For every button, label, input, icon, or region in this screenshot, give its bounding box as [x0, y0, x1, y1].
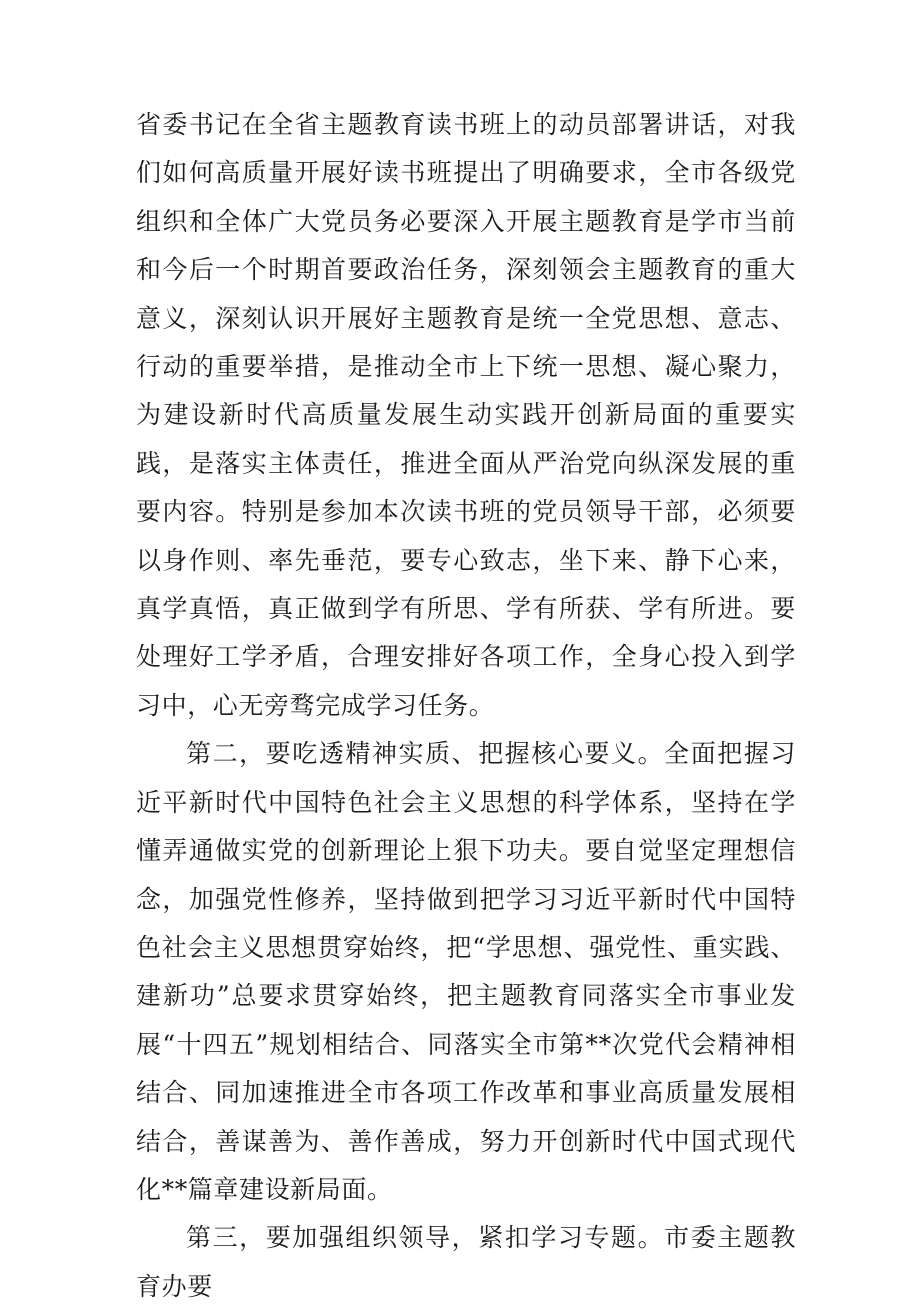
document-body	[136, 101, 796, 1311]
paragraph-3: 第三，要加强组织领导，紧扣学习专题。市委主题教育办要	[136, 1223, 796, 1301]
paragraph-2: 第二，要吃透精神实质、把握核心要义。全面把握习近平新时代中国特色社会主义思想的科学体系，坚持在学懂弄通做实党的创新理论上狠下功夫。要自觉坚定理想信念，加强党性修养，坚持做到把学习习近平新时代中国特色社会主义思想贯穿始终，把“学思想、强党性、重实践、建新功”总要求贯穿始终，把主题教育同落实全市事业发展“十四五”规划相结合、同落实全市第**次党代会精神相结合、同加速推进全市各项工作改革和事业高质量发展相结合，善谋善为、善作善成，努力开创新时代中国式现代化**篇章建设新局面。	[136, 739, 796, 1204]
paragraph-1: 省委书记在全省主题教育读书班上的动员部署讲话，对我们如何高质量开展好读书班提出了明确要求，全市各级党组织和全体广大党员务必要深入开展主题教育是学市当前和今后一个时期首要政治任务，深刻领会主题教育的重大意义，深刻认识开展好主题教育是统一全党思想、意志、行动的重要举措，是推动全市上下统一思想、凝心聚力，为建设新时代高质量发展生动实践开创新局面的重要实践，是落实主体责任，推进全面从严治党向纵深发展的重要内容。特别是参加本次读书班的党员领导干部，必须要以身作则、率先垂范，要专心致志，坐下来、静下心来，真学真悟，真正做到学有所思、学有所获、学有所进。要处理好工学矛盾，合理安排好各项工作，全身心投入到学习中，心无旁骛完成学习任务。	[136, 110, 796, 720]
